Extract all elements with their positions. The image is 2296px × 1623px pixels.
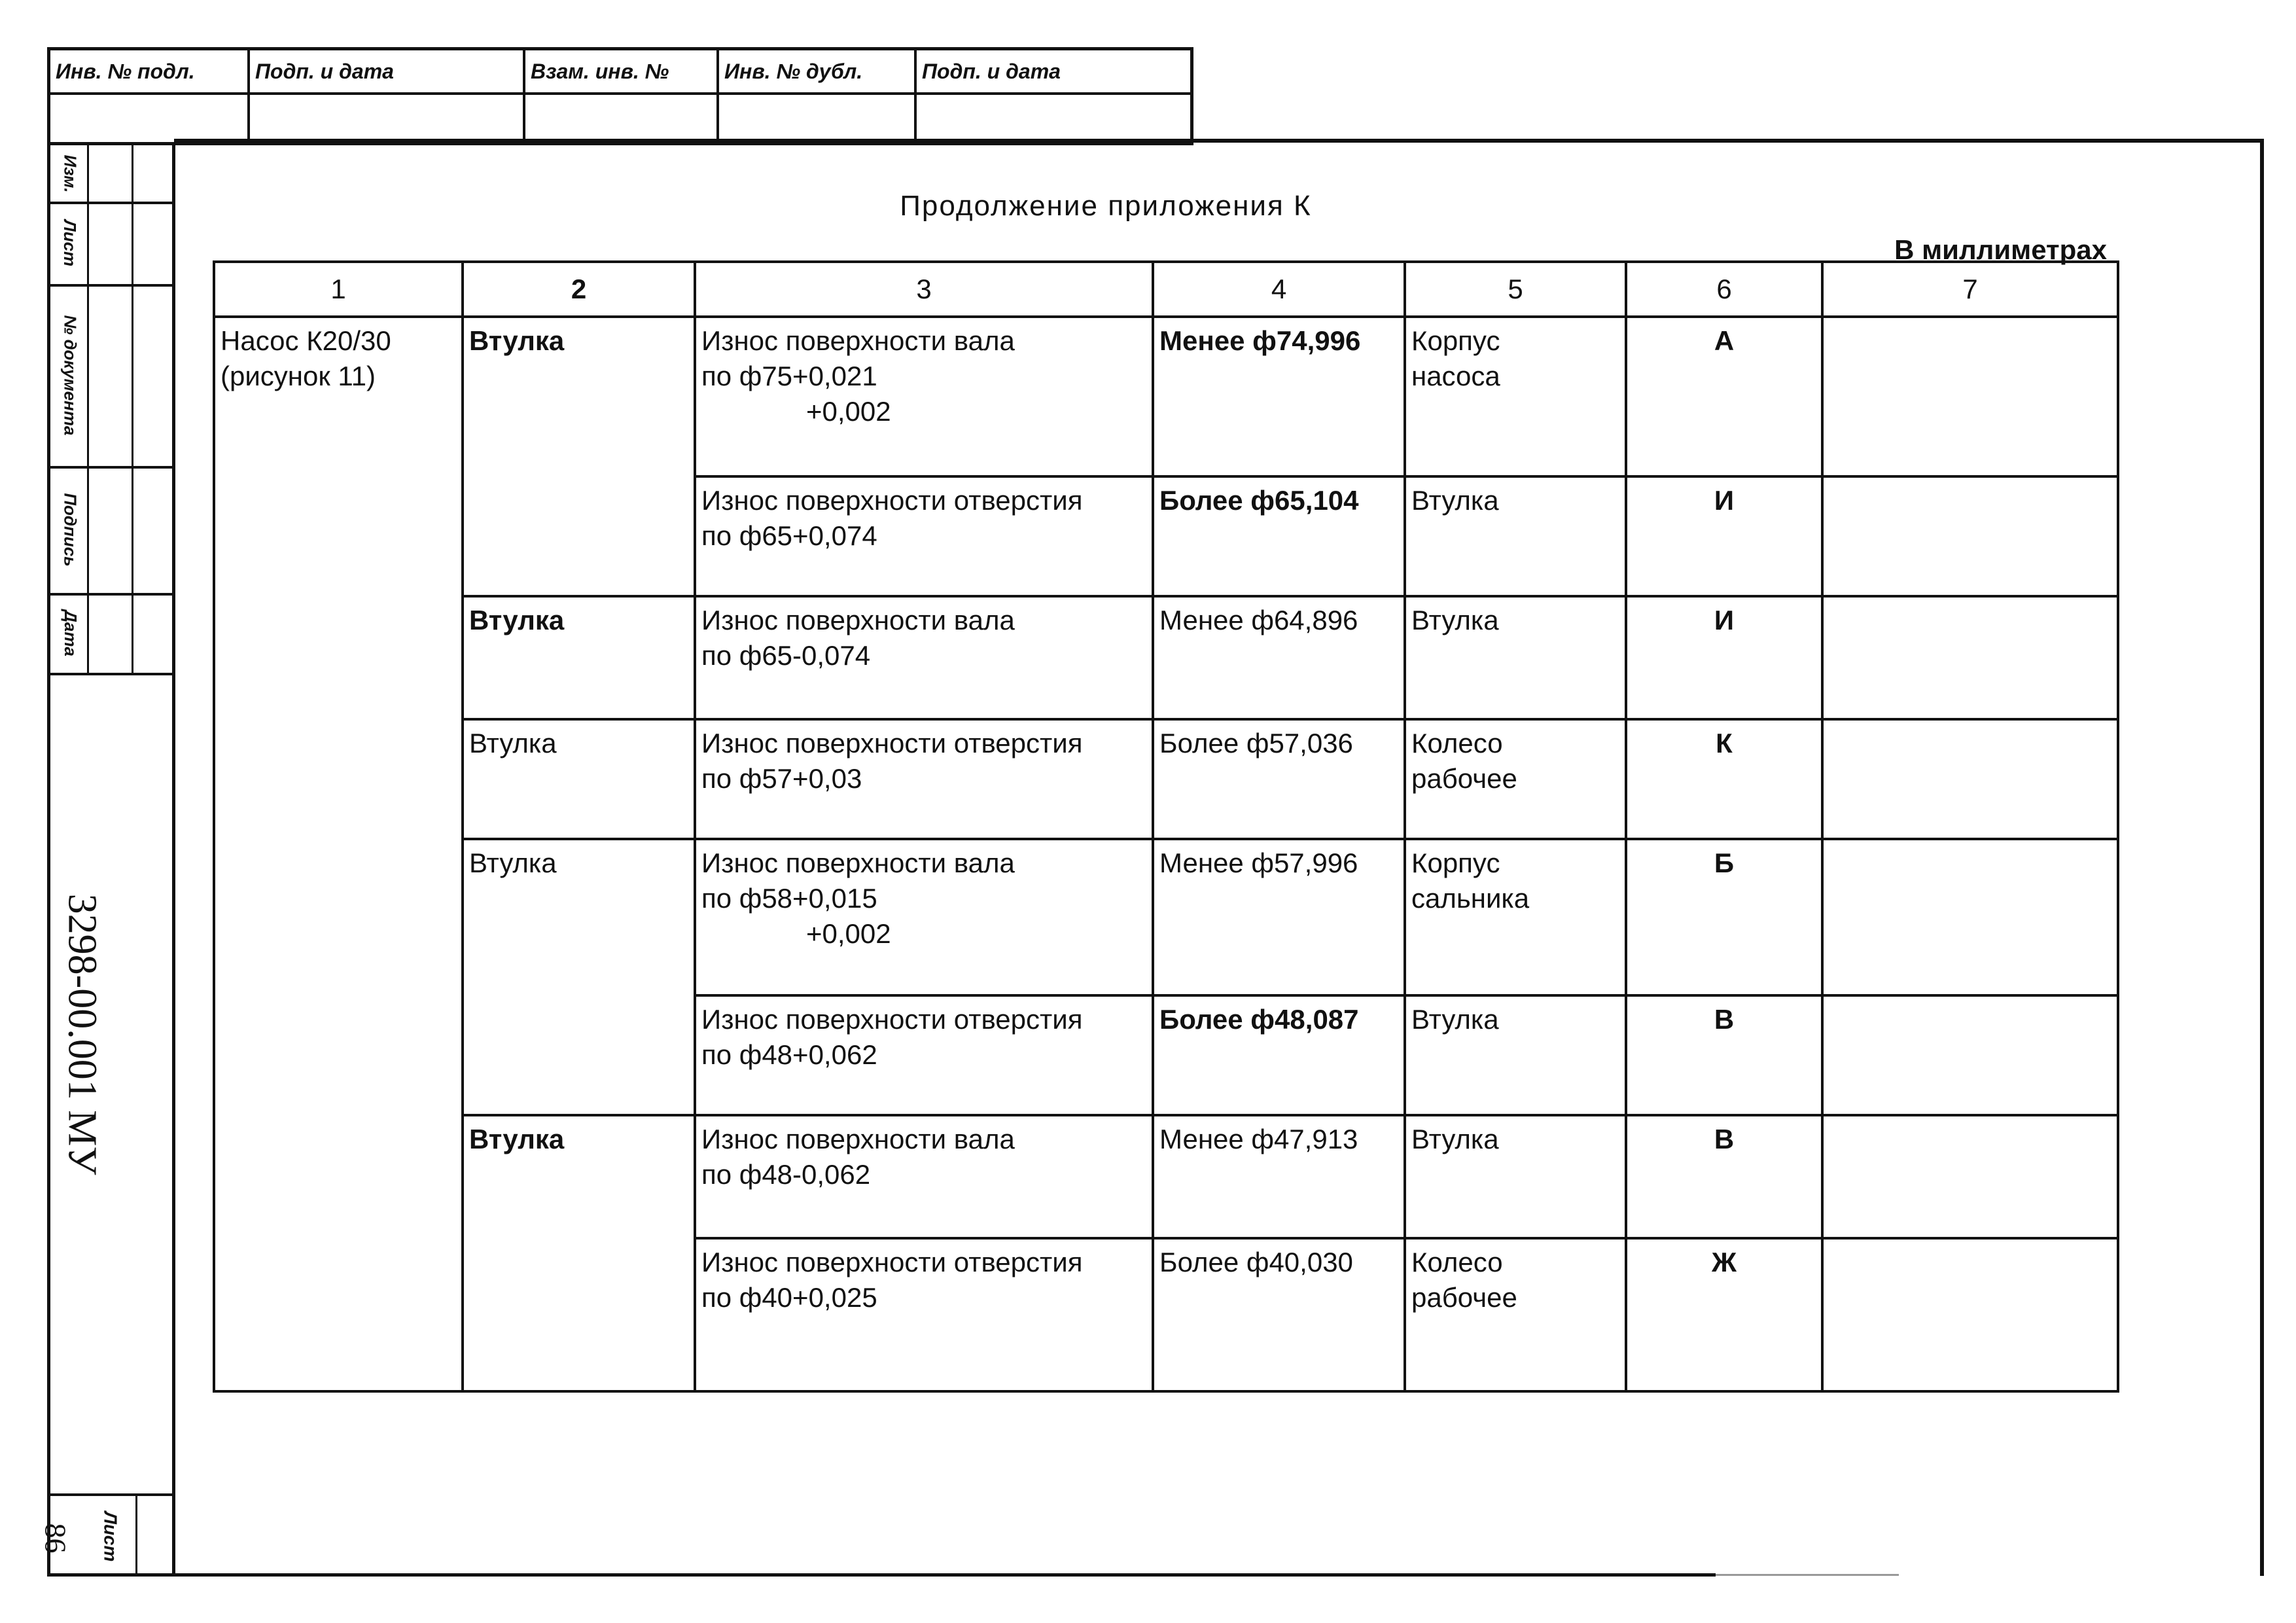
limit-cell: Менее ф47,913 (1153, 1115, 1405, 1238)
table-row (214, 839, 2118, 995)
col-header: 6 (1626, 262, 1822, 317)
mark-cell: В (1626, 1115, 1822, 1238)
mark-cell: И (1626, 476, 1822, 596)
limit-cell: Более ф48,087 (1153, 995, 1405, 1115)
defect-cell (695, 839, 1153, 995)
part-cell: Втулка (463, 317, 695, 596)
col-header: 4 (1153, 262, 1405, 317)
side-label-izm: Изм. (60, 154, 80, 193)
mating-cell: Колесо рабочее (1405, 719, 1626, 839)
mating-cell: Корпус насоса (1405, 317, 1626, 476)
defect-size: по ф65+0,074 (701, 520, 877, 551)
side-label-doc: № документа (60, 315, 80, 435)
page-title: Продолжение приложения К (900, 190, 1312, 222)
defect-size: по ф48-0,062 (701, 1159, 871, 1190)
note-cell (1822, 839, 2118, 995)
mating-cell: Втулка (1405, 995, 1626, 1115)
defect-cell (695, 317, 1153, 476)
stamp-header-podp-data: Подп. и дата (250, 50, 525, 95)
stamp-header-podp-data-2: Подп. и дата (917, 50, 1190, 95)
table-row (214, 317, 2118, 476)
mating-cell: Втулка (1405, 1115, 1626, 1238)
defect-tolerance: +0,002 (806, 918, 891, 950)
limit-cell: Менее ф57,996 (1153, 839, 1405, 995)
side-label-date: Дата (60, 609, 80, 656)
stamp-header-vzam-inv: Взам. инв. № (525, 50, 719, 95)
note-cell (1822, 317, 2118, 476)
table-header-row (214, 262, 2118, 317)
defect-cell (695, 596, 1153, 719)
defect-size: по ф65-0,074 (701, 640, 871, 671)
defect-size: по ф75+0,021 (701, 361, 877, 391)
mark-cell: Б (1626, 839, 1822, 995)
sheet-number: 86 (39, 1523, 73, 1553)
side-divider (132, 145, 133, 675)
units-note: В миллиметрах (1894, 234, 2107, 265)
pump-name-cell: Насос К20/30 (рисунок 11) (214, 317, 463, 1391)
side-rule (50, 673, 172, 675)
defect-size: по ф48+0,062 (701, 1039, 877, 1070)
col-header: 3 (695, 262, 1153, 317)
mark-cell: А (1626, 317, 1822, 476)
mating-cell: Втулка (1405, 596, 1626, 719)
frame-bottom-line (47, 1573, 1716, 1577)
defect-text: Износ поверхности вала (701, 847, 1015, 879)
defect-text: Износ поверхности отверстия (701, 1247, 1083, 1278)
top-stamp-block (47, 47, 1193, 145)
mark-cell: И (1626, 596, 1822, 719)
defect-cell (695, 1238, 1153, 1391)
defect-text: Износ поверхности отверстия (701, 485, 1083, 516)
defect-text: Износ поверхности отверстия (701, 728, 1083, 759)
defect-size: по ф58+0,015 (701, 883, 877, 914)
part-cell: Втулка (463, 1115, 695, 1391)
mark-cell: К (1626, 719, 1822, 839)
side-label-list: Лист (60, 219, 80, 266)
defect-cell (695, 995, 1153, 1115)
defect-cell (695, 719, 1153, 839)
note-cell (1822, 1238, 2118, 1391)
col-header: 7 (1822, 262, 2118, 317)
stamp-cell-vzam-inv (525, 95, 719, 142)
stamp-header-inv-podl: Инв. № подл. (50, 50, 250, 95)
stamp-header-inv-dubl: Инв. № дубл. (719, 50, 917, 95)
side-divider (135, 1493, 137, 1577)
mating-cell: Корпус сальника (1405, 839, 1626, 995)
document-code: 3298-00.001 МУ (60, 893, 105, 1175)
limit-cell: Менее ф74,996 (1153, 317, 1405, 476)
stamp-cell-podp-data-2 (917, 95, 1190, 142)
mark-cell: Ж (1626, 1238, 1822, 1391)
defect-size: по ф57+0,03 (701, 763, 862, 794)
col-header: 5 (1405, 262, 1626, 317)
note-cell (1822, 719, 2118, 839)
limit-cell: Более ф40,030 (1153, 1238, 1405, 1391)
part-cell: Втулка (463, 839, 695, 1115)
defect-tolerance: +0,002 (806, 396, 891, 427)
col-header: 1 (214, 262, 463, 317)
table-row (214, 596, 2118, 719)
defect-size: по ф40+0,025 (701, 1282, 877, 1313)
note-cell (1822, 995, 2118, 1115)
mating-cell: Колесо рабочее (1405, 1238, 1626, 1391)
defect-text: Износ поверхности вала (701, 1124, 1015, 1154)
side-rule (50, 1493, 172, 1496)
sheet-label: Лист (100, 1511, 120, 1561)
defect-text: Износ поверхности вала (701, 325, 1015, 356)
limit-cell: Более ф65,104 (1153, 476, 1405, 596)
part-cell: Втулка (463, 719, 695, 839)
note-cell (1822, 476, 2118, 596)
limit-cell: Более ф57,036 (1153, 719, 1405, 839)
defect-cell (695, 476, 1153, 596)
stamp-cell-inv-podl (50, 95, 250, 142)
stamp-cell-podp-data (250, 95, 525, 142)
col-header: 2 (463, 262, 695, 317)
part-cell: Втулка (463, 596, 695, 719)
mating-cell: Втулка (1405, 476, 1626, 596)
table-row (214, 1115, 2118, 1238)
defect-cell (695, 1115, 1153, 1238)
defects-table (213, 260, 2119, 1393)
mark-cell: В (1626, 995, 1822, 1115)
table-row (214, 719, 2118, 839)
defect-text: Износ поверхности отверстия (701, 1004, 1083, 1035)
side-label-signature: Подпись (60, 492, 80, 567)
note-cell (1822, 596, 2118, 719)
defect-text: Износ поверхности вала (701, 605, 1015, 635)
stamp-cell-inv-dubl (719, 95, 917, 142)
note-cell (1822, 1115, 2118, 1238)
limit-cell: Менее ф64,896 (1153, 596, 1405, 719)
frame-bottom-line-faint (1716, 1574, 1899, 1576)
